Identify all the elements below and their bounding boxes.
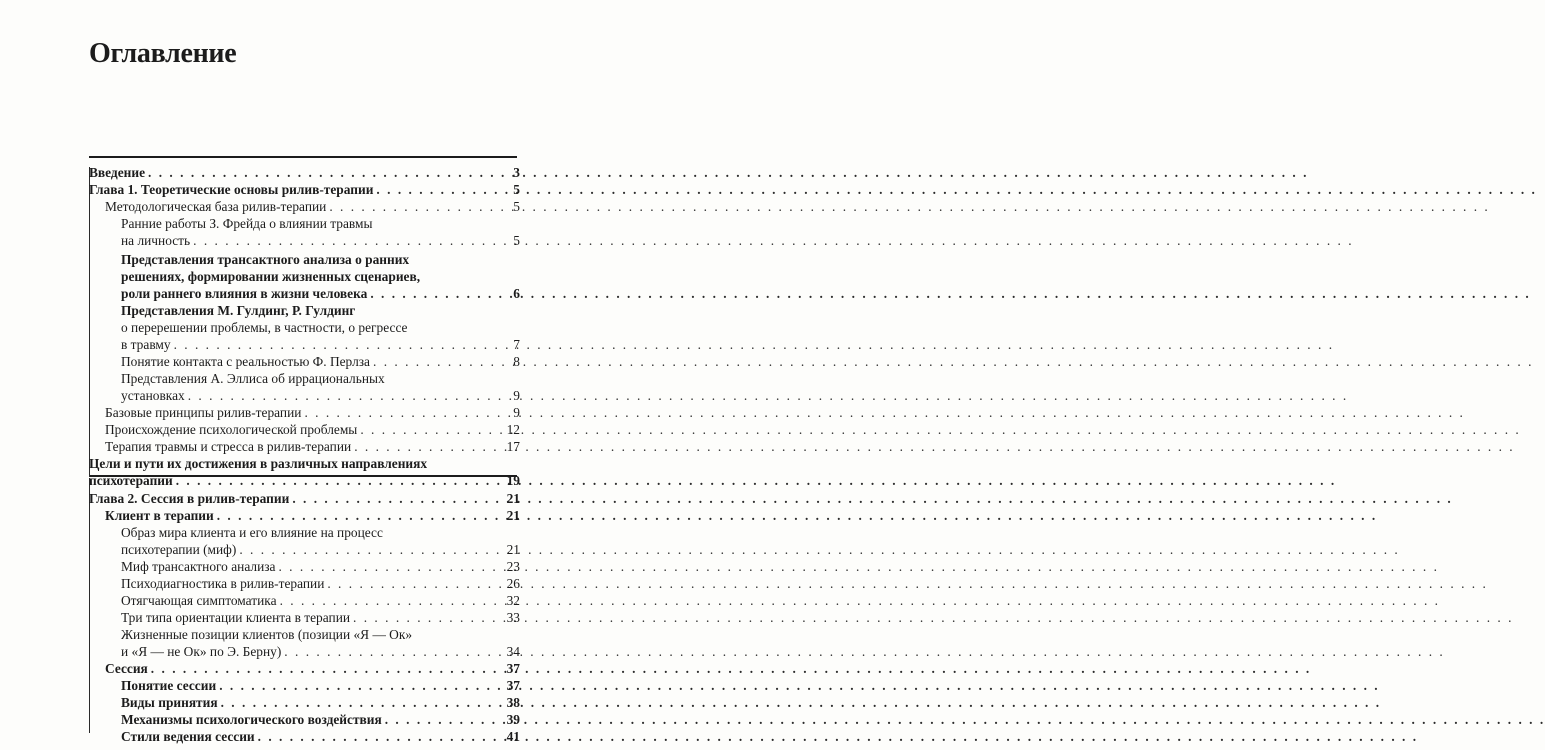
toc-line-text: Методологическая база рилив-терапии (105, 199, 327, 214)
page-number: 8 (513, 354, 520, 369)
toc-line-text: Представления трансактного анализа о ранних (121, 252, 410, 267)
dot-leader (373, 181, 494, 198)
toc-line-text: и «Я — не Ок» по Э. Берну) (121, 644, 282, 659)
dot-leader (281, 643, 494, 660)
page-number: 21 (506, 491, 520, 506)
toc-line (89, 164, 520, 181)
toc-line (121, 387, 520, 404)
dot-leader (324, 575, 494, 592)
page-number: 5 (513, 233, 520, 248)
toc-line (121, 336, 520, 353)
toc-line-text: Глава 2. Сессия в рилив-терапии (89, 491, 290, 506)
toc-line-text: Введение (89, 165, 146, 180)
toc-line-text: Три типа ориентации клиента в терапии (121, 610, 351, 625)
toc-line-text: в травму (121, 337, 171, 352)
toc-line (121, 728, 520, 745)
toc-line-text: Ранние работы З. Фрейда о влиянии травмы (121, 216, 373, 231)
toc-line-text: Понятие сессии (121, 678, 217, 693)
toc-line (121, 558, 520, 575)
page-number: 5 (513, 199, 520, 214)
page-number: 23 (506, 559, 520, 574)
toc-line (105, 404, 520, 421)
page-number: 21 (506, 542, 520, 557)
toc-line (121, 319, 520, 336)
toc-line-text: Терапия травмы и стресса в рилив-терапии (105, 439, 352, 454)
top-rule (89, 156, 517, 158)
toc-line (121, 643, 520, 660)
toc-line-text: психотерапии (миф) (121, 542, 237, 557)
toc-line-text: Отягчающая симптоматика (121, 593, 277, 608)
dot-leader (214, 507, 494, 524)
toc-line-text: Миф трансактного анализа (121, 559, 276, 574)
dot-leader (236, 541, 494, 558)
page-number: 5 (513, 182, 520, 197)
toc-line (89, 181, 520, 198)
toc-line (105, 438, 520, 455)
toc-line-text: решениях, формировании жизненных сценариев, (121, 269, 421, 284)
toc-line (121, 609, 520, 626)
toc-line (121, 524, 520, 541)
dot-leader (218, 694, 494, 711)
toc-line (121, 592, 520, 609)
toc-line-text: Образ мира клиента и его влияние на процесс (121, 525, 383, 540)
dot-leader (357, 421, 494, 438)
toc-line (121, 285, 520, 302)
toc-line (121, 575, 520, 592)
toc-line-text: Представления М. Гулдинг, Р. Гулдинг (121, 303, 356, 318)
toc-line-text: Механизмы психологического воздействия (121, 712, 382, 727)
toc-line-text: установках (121, 388, 185, 403)
toc-line-text: Стили ведения сессии (121, 729, 255, 744)
dot-leader (326, 198, 494, 215)
toc-line (121, 215, 520, 232)
toc-line-text: Жизненные позиции клиентов (позиции «Я — Ок» (121, 627, 413, 642)
toc-line (121, 353, 520, 370)
dot-leader (190, 232, 494, 249)
page-number: 9 (513, 388, 520, 403)
table-of-contents (0, 0, 600, 750)
toc-line (121, 626, 520, 643)
page-title: Оглавление (89, 38, 237, 69)
toc-line (121, 677, 520, 694)
page-number: 12 (506, 422, 520, 437)
dot-leader (351, 438, 494, 455)
toc-line (105, 421, 520, 438)
dot-leader (301, 404, 494, 421)
toc-line (121, 711, 520, 728)
toc-line-text: о перерешении проблемы, в частности, о регрессе (121, 320, 408, 335)
toc-line-text: Клиент в терапии (105, 508, 214, 523)
toc-line-text: Глава 1. Теоретические основы рилив-терапии (89, 182, 374, 197)
toc-line (89, 455, 520, 472)
toc-line-text: Происхождение психологической проблемы (105, 422, 358, 437)
dot-leader (185, 387, 494, 404)
page-number: 7 (513, 337, 520, 352)
toc-line (89, 472, 520, 489)
page-number: 39 (506, 712, 520, 727)
toc-line (121, 268, 520, 285)
chapter-2-bar (89, 478, 90, 733)
toc-line (105, 198, 520, 215)
toc-line (121, 251, 520, 268)
page-number: 3 (513, 165, 520, 180)
toc-line (121, 232, 520, 249)
dot-leader (171, 336, 494, 353)
page-number: 9 (513, 405, 520, 420)
page-number: 34 (506, 644, 520, 659)
toc-line-text: Виды принятия (121, 695, 218, 710)
dot-leader (289, 490, 494, 507)
page-number: 6 (513, 286, 520, 301)
dot-leader (148, 660, 494, 677)
toc-line (121, 302, 520, 319)
toc-line-text: Психодиагностика в рилив-терапии (121, 576, 325, 591)
page-number: 37 (506, 661, 520, 676)
toc-line (105, 507, 520, 524)
dot-leader (216, 677, 494, 694)
page-number: 32 (506, 593, 520, 608)
dot-leader (367, 285, 494, 302)
toc-line (105, 660, 520, 677)
dot-leader (145, 164, 494, 181)
toc-line (121, 370, 520, 387)
toc-line-text: Базовые принципы рилив-терапии (105, 405, 302, 420)
toc-line-text: Сессия (105, 661, 148, 676)
toc-line-text: психотерапии (89, 473, 173, 488)
toc-line-text: Цели и пути их достижения в различных направлениях (89, 456, 428, 471)
toc-line-text: на личность (121, 233, 191, 248)
page-number: 33 (506, 610, 520, 625)
dot-leader (370, 353, 494, 370)
toc-line-text: Понятие контакта с реальностью Ф. Перлза (121, 354, 370, 369)
dot-leader (275, 558, 494, 575)
page-number: 38 (506, 695, 520, 710)
dot-leader (277, 592, 494, 609)
dot-leader (255, 728, 494, 745)
dot-leader (350, 609, 494, 626)
chapter-1-bar (89, 167, 90, 477)
toc-line (89, 490, 520, 507)
page-number: 19 (506, 473, 520, 488)
dot-leader (382, 711, 494, 728)
page-number: 41 (506, 729, 520, 744)
page-number: 21 (506, 508, 520, 523)
dot-leader (173, 472, 494, 489)
page-number: 26 (506, 576, 520, 591)
page-number: 17 (506, 439, 520, 454)
toc-line (121, 541, 520, 558)
toc-line-text: роли раннего влияния в жизни человека (121, 286, 368, 301)
page-number: 37 (506, 678, 520, 693)
toc-line (121, 694, 520, 711)
toc-line-text: Представления А. Эллиса об иррациональных (121, 371, 385, 386)
